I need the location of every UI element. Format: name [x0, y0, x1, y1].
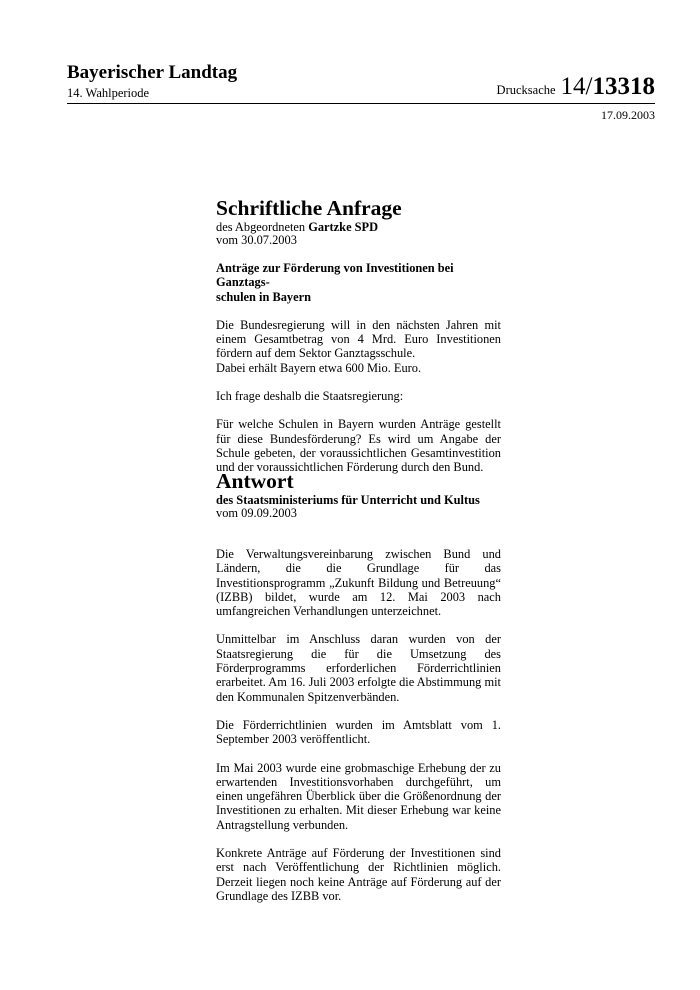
- anfrage-date: vom 30.07.2003: [216, 232, 297, 247]
- antwort-paragraph-3: Die Förderrichtlinien wurden im Amtsblatt vom 1. September 2003 veröffentlicht.: [216, 717, 501, 747]
- anfrage-paragraph-2: Ich frage deshalb die Staatsregierung:: [216, 389, 404, 404]
- header-rule: [67, 103, 655, 104]
- drucksache-prefix: 14/: [560, 73, 593, 100]
- anfrage-author: [216, 221, 501, 234]
- anfrage-subject: Anträge zur Förderung von Investitionen bei Ganztags- schulen in Bayern: [216, 261, 454, 304]
- anfrage-section: [216, 196, 501, 475]
- antwort-title: Antwort: [216, 469, 294, 493]
- antwort-paragraph-4: Im Mai 2003 wurde eine grobmaschige Erhebung der zu erwartenden Investitionsvorhaben durchgeführt, um einen ungefähren Überblick über die Größenordnung der Investitionen zu erhalten. Mit dieser Erhebung war keine Antragstellung verbunden.: [216, 760, 501, 832]
- antwort-paragraph-5: Konkrete Anträge auf Förderung der Investitionen sind erst nach Veröffentlichung der Richtlinien möglich. Derzeit liegen noch keine Anträge auf Förderung auf der Grundlage des IZBB vor.: [216, 846, 501, 903]
- antwort-from: des Staatsministeriums für Unterricht und Kultus: [216, 493, 480, 507]
- drucksache-label: Drucksache: [496, 83, 556, 97]
- antwort-date: vom 09.09.2003: [216, 505, 297, 520]
- drucksache-value: [561, 74, 655, 99]
- anfrage-paragraph-3: Für welche Schulen in Bayern wurden Anträge gestellt für diese Bundesförderung? Es wird um Angabe der Schule gebeten, der voraussichtlichen Gesamtinvestition und der voraussichtlichen Förderung durch den Bund.: [216, 417, 501, 475]
- antwort-paragraph-2: Unmittelbar im Anschluss daran wurden von der Staatsregierung die für die Umsetzung des Förderprogramms erforderlichen Förderrichtlinien erarbeitet. Am 16. Juli 2003 erfolgte die Abstimmung mit den Kommunalen Spitzenverbänden.: [216, 632, 501, 704]
- antwort-section: [216, 469, 501, 903]
- institution-name: Bayerischer Landtag: [67, 62, 238, 83]
- document-date: 17.09.2003: [601, 108, 655, 122]
- drucksache-number-bold: 13318: [592, 73, 655, 100]
- anfrage-paragraph-1b: Dabei erhält Bayern etwa 600 Mio. Euro.: [216, 360, 422, 375]
- anfrage-author-name: Gartzke SPD: [308, 220, 379, 234]
- antwort-paragraph-1: Die Verwaltungsvereinbarung zwischen Bund und Ländern, die die Grundlage für das Investitionsprogramm „Zukunft Bildung und Betreuung“ (IZBB) bildet, wurde am 12. Mai 2003 nach umfangreichen Verhandlungen unterzeichnet.: [216, 547, 501, 619]
- anfrage-paragraph-1: Die Bundesregierung will in den nächsten Jahren mit einem Gesamtbetrag von 4 Mrd. Euro Investitionen fördern auf dem Sektor Ganztagsschule.: [216, 317, 501, 361]
- anfrage-title: Schriftliche Anfrage: [216, 196, 402, 220]
- legislative-period: 14. Wahlperiode: [67, 86, 150, 100]
- drucksache-number: [497, 74, 655, 99]
- anfrage-author-prefix: des Abgeordneten: [216, 220, 309, 234]
